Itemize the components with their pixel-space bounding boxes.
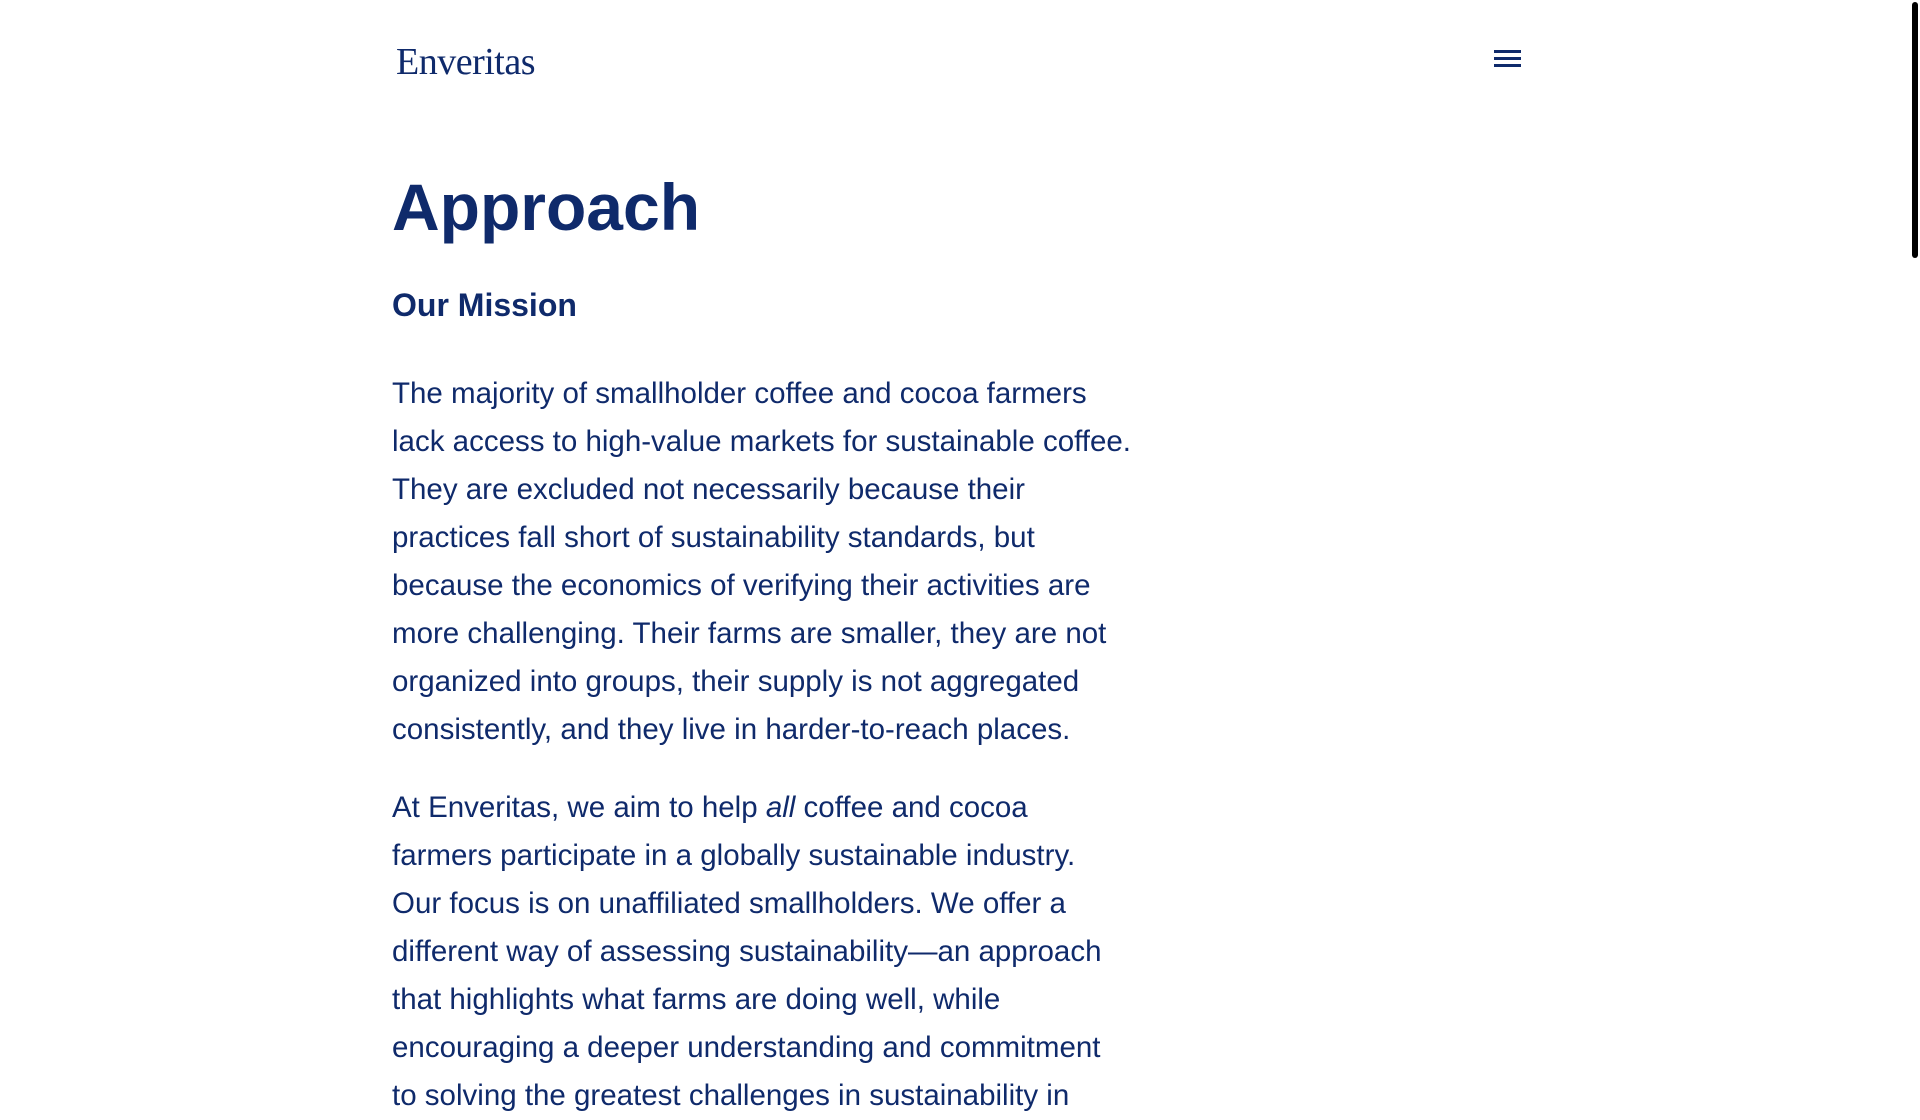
menu-bar-middle bbox=[1494, 57, 1521, 60]
mission-paragraph-2 bbox=[392, 784, 1132, 1120]
scrollbar-thumb[interactable] bbox=[1912, 2, 1918, 258]
page-title: Approach bbox=[392, 170, 701, 244]
menu-bar-bottom bbox=[1494, 64, 1521, 67]
emphasis-all: all bbox=[765, 791, 796, 824]
section-title: Our Mission bbox=[392, 287, 577, 323]
hamburger-menu-icon[interactable] bbox=[1491, 46, 1527, 74]
mission-paragraph-1: The majority of smallholder coffee and cocoa farmers lack access to high-value markets for sustainable coffee. They are excluded not necessarily because their practices fall short of sustainability standards, but because the economics of verifying their activities are more challenging. Their farms are smaller, they are not organized into groups, their supply is not aggregated consistently, and they live in harder-to-reach places. bbox=[392, 377, 1131, 746]
enveritas-logo[interactable]: Enveritas bbox=[396, 41, 536, 83]
paragraph-2-text-start: At Enveritas, we aim to help bbox=[392, 791, 766, 824]
main-content bbox=[392, 170, 1132, 1120]
site-header bbox=[392, 0, 1528, 120]
scrollbar[interactable] bbox=[1910, 0, 1920, 1080]
menu-bar-top bbox=[1494, 50, 1521, 53]
paragraph-2-text-end: coffee and cocoa farmers participate in a globally sustainable industry. Our focus is on unaffiliated smallholders. We offer a different way of assessing sustainability—an approach that highlights what farms are doing well, while encouraging a deeper understanding and commitment to solving the greatest challenges in sustainability in bbox=[392, 791, 1102, 1112]
